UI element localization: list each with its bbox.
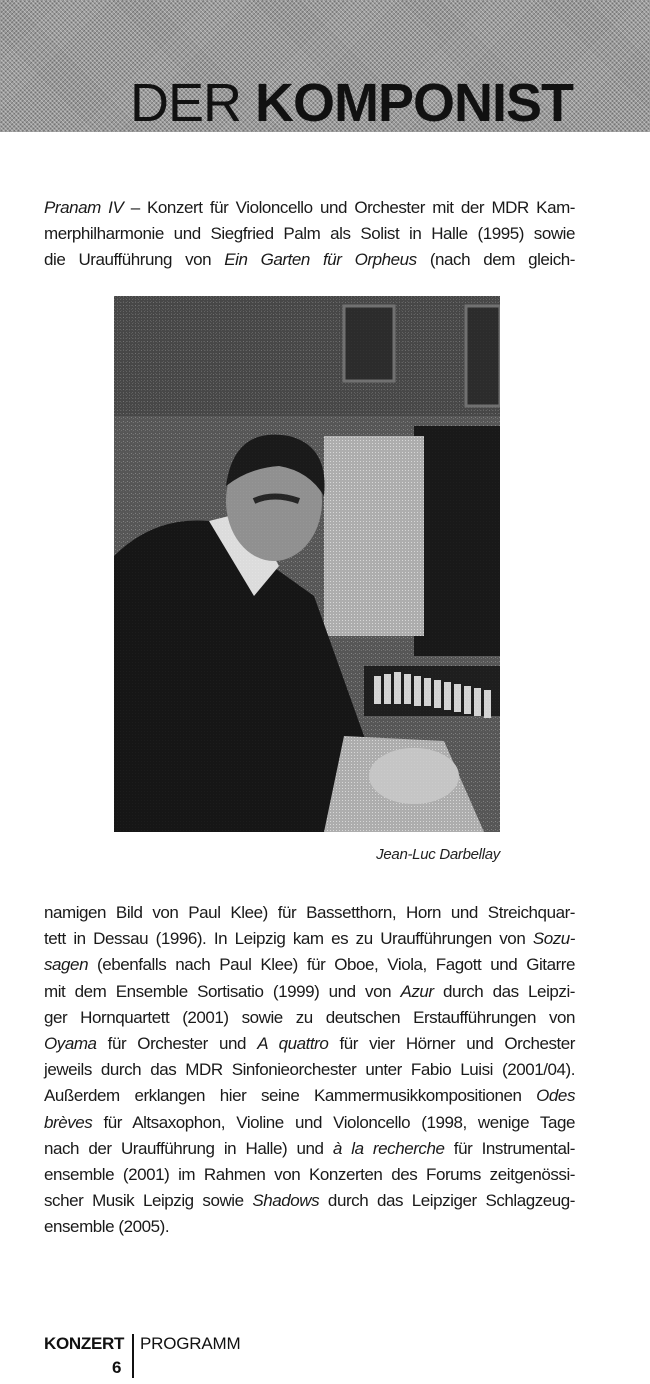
page-title-bold: KOMPONIST [255,73,574,133]
text-run: durch das Leipziger Schlagzeug- [319,1191,575,1211]
text-run: (ebenfalls nach Paul Klee) für Oboe, Viola, Fagott und Gitarre [88,955,575,975]
text-line [44,1214,575,1240]
text-run: ensemble (2005). [44,1217,170,1237]
text-run: jeweils durch das MDR Sinfonieorchester unter Fabio Luisi (2001/04). [44,1060,575,1080]
text-line [44,1110,575,1136]
text-line [44,221,575,247]
italic-run: Sozu- [532,929,575,949]
text-run: für Orchester und [96,1033,258,1053]
italic-run: Azur [400,981,434,1001]
italic-run: Oyama [44,1033,97,1053]
text-line [44,1162,575,1188]
paragraph-body [44,900,575,1240]
text-line [44,952,575,978]
text-line [44,979,575,1005]
footer-divider [132,1334,134,1378]
text-run: die Uraufführung von [44,250,225,270]
page-title-light: DER [130,73,256,133]
text-line [44,247,575,273]
text-line [44,1005,575,1031]
text-run: ensemble (2001) im Rahmen von Konzerten des Forums zeitgenössi- [44,1164,575,1184]
text-run: ger Hornquartett (2001) sowie zu deutschen Erstaufführungen von [44,1007,575,1027]
paragraph-intro [44,195,575,274]
photo-caption: Jean-Luc Darbellay [376,846,500,863]
text-run: für Altsaxophon, Violine und Violoncello (1998, wenige Tage [92,1112,575,1132]
text-run: mit dem Ensemble Sortisatio (1999) und von [44,981,401,1001]
text-line [44,195,575,221]
italic-run: A quattro [257,1033,329,1053]
text-line [44,926,575,952]
text-run: scher Musik Leipzig sowie [44,1191,253,1211]
text-line [44,1136,575,1162]
text-run: nach der Uraufführung in Halle) und [44,1138,333,1158]
italic-run: sagen [44,955,89,975]
text-run: Außerdem erklangen hier seine Kammermusikkompositionen [44,1086,537,1106]
text-run: durch das Leipzi- [433,981,575,1001]
footer-programm: PROGRAMM [140,1334,241,1353]
italic-run: à la recherche [332,1138,445,1158]
text-run: merphilharmonie und Siegfried Palm als Solist in Halle (1995) sowie [44,224,575,244]
italic-run: brèves [44,1112,93,1132]
text-run: tett in Dessau (1996). In Leipzig kam es zu Uraufführungen von [44,929,533,949]
footer-konzert: KONZERT [44,1334,125,1353]
page-title [130,74,573,132]
text-line [44,900,575,926]
text-run: namigen Bild von Paul Klee) für Bassetthorn, Horn und Streichquar- [44,903,575,922]
composer-photo [114,296,500,832]
text-run: (nach dem gleich- [416,250,575,270]
italic-run: Pranam IV [44,198,124,217]
text-line [44,1083,575,1109]
text-line [44,1031,575,1057]
italic-run: Ein Garten für Orpheus [224,250,417,270]
italic-run: Odes [536,1086,575,1106]
page-number: 6 [112,1358,122,1377]
text-run: – Konzert für Violoncello und Orchester mit der MDR Kam- [123,198,576,217]
text-run: für vier Hörner und Orchester [328,1033,575,1053]
text-run: für Instrumental- [444,1138,575,1158]
text-line [44,1057,575,1083]
text-line [44,1188,575,1214]
italic-run: Shadows [252,1191,320,1211]
